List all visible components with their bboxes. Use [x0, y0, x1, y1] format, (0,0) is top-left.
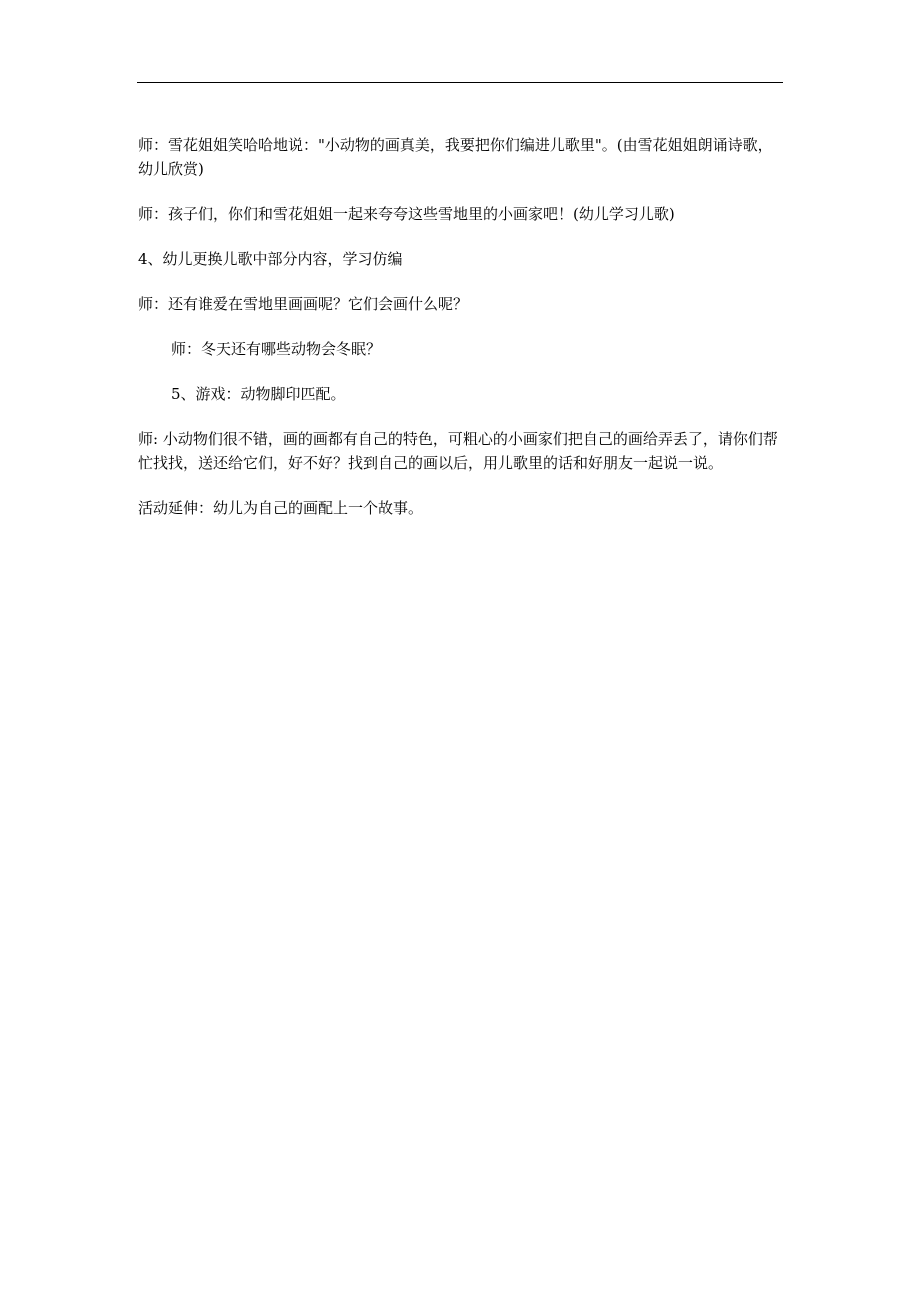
paragraph-step-4: 4、幼儿更换儿歌中部分内容，学习仿编 — [138, 250, 403, 268]
header-rule — [137, 82, 783, 83]
paragraph-lost-paintings: 师: 小动物们很不错，画的画都有自己的特色，可粗心的小画家们把自己的画给弄丢了，请你们帮忙找找，送还给它们，好不好？找到自己的画以后，用儿歌里的话和好朋友一起说一说。 — [138, 430, 778, 472]
paragraph-snow-sister-speech: 师：雪花姐姐笑哈哈地说："小动物的画真美，我要把你们编进儿歌里"。(由雪花姐姐朗诵诗歌，幼儿欣赏) — [138, 136, 773, 178]
paragraph-praise-painters: 师：孩子们，你们和雪花姐姐一起来夸夸这些雪地里的小画家吧！(幼儿学习儿歌) — [138, 205, 675, 223]
paragraph-who-paints: 师：还有谁爱在雪地里画画呢？它们会画什么呢？ — [138, 295, 469, 313]
document-body — [138, 133, 786, 541]
paragraph-hibernation-question: 师：冬天还有哪些动物会冬眠？ — [171, 340, 382, 358]
paragraph-step-5-game: 5、游戏：动物脚印匹配。 — [171, 385, 346, 403]
paragraph-activity-extension: 活动延伸：幼儿为自己的画配上一个故事。 — [138, 499, 424, 517]
